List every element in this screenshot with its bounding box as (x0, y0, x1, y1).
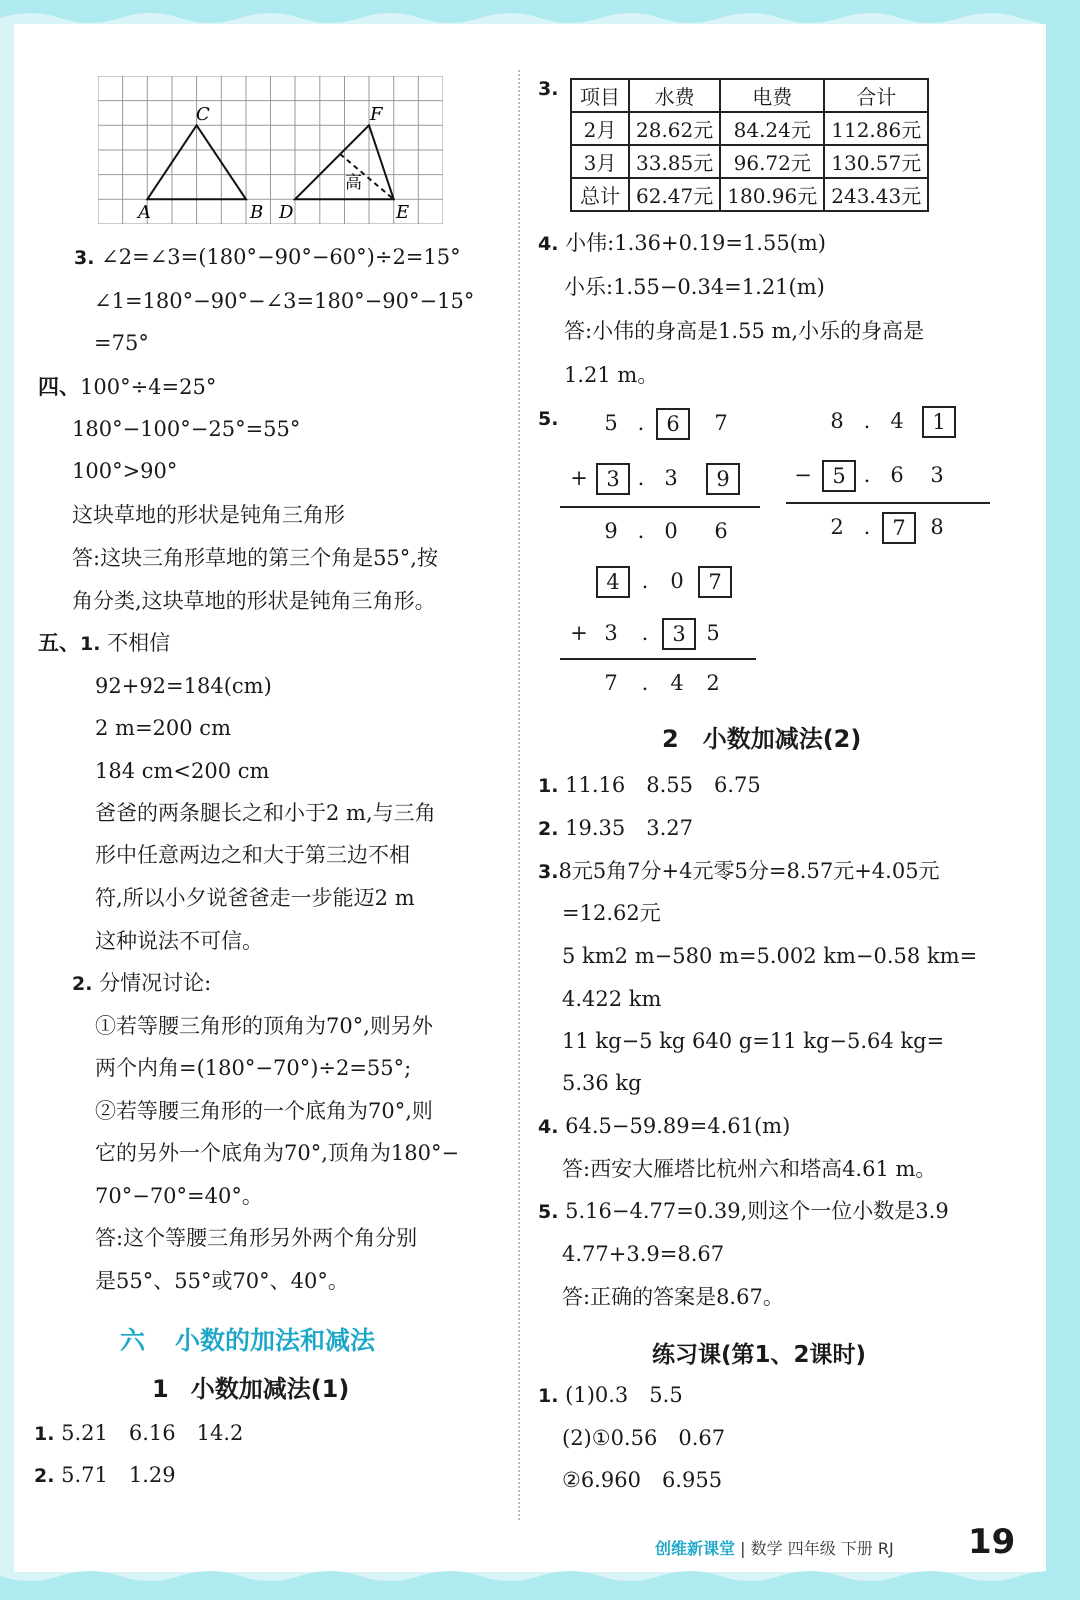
practice-q1-line3: ②6.960 6.955 (562, 1468, 723, 1492)
column-divider (518, 70, 520, 1520)
calc-digit: 3 (604, 621, 618, 645)
table-cell: 130.57元 (824, 145, 928, 178)
calc-digit: 6 (890, 463, 904, 487)
label-e: E (396, 202, 410, 223)
calc-box-digit: 6 (656, 408, 690, 440)
section-4-line3: 100°>90° (72, 459, 178, 483)
lesson-2-q3-line3: 5 km2 m−580 m=5.002 km−0.58 km= (562, 944, 978, 968)
calc-digit: 2 (706, 671, 720, 695)
section-5-q1-line1: 92+92=184(cm) (95, 674, 272, 698)
section-4-line1: 四、100°÷4=25° (38, 375, 217, 399)
calc-digit: 0 (664, 519, 678, 543)
calc-dot: . (863, 463, 871, 487)
section-5-q2-line2: 两个内角=(180°−70°)÷2=55°; (95, 1056, 412, 1080)
lesson-2-q3-line1: 3.8元5角7分+4元零5分=8.57元+4.05元 (538, 859, 940, 883)
right-q4-line1: 4. 小伟:1.36+0.19=1.55(m) (538, 231, 826, 255)
calc-digit: 7 (714, 411, 728, 435)
calc-dot: . (863, 409, 871, 433)
label-a: A (138, 202, 151, 223)
table-cell: 96.72元 (720, 145, 824, 178)
calc-digit: 4 (890, 409, 904, 433)
section-4-answer1: 答:这块三角形草地的第三个角是55°,按 (72, 546, 438, 570)
section-5-q2-line3: ②若等腰三角形的一个底角为70°,则 (95, 1099, 433, 1123)
left-q3-line1: 3. ∠2=∠3=(180°−90°−60°)÷2=15° (74, 245, 461, 269)
lesson-2-q3-line2: =12.62元 (562, 901, 661, 925)
table-header: 电费 (720, 79, 824, 112)
label-d: D (279, 202, 294, 223)
label-f: F (370, 104, 383, 125)
calc-digit: 5 (706, 621, 720, 645)
section-5-q1-line5: 形中任意两边之和大于第三边不相 (95, 843, 410, 867)
table-header: 水费 (629, 79, 720, 112)
table-cell: 2月 (571, 112, 629, 145)
right-q5-number: 5. (538, 408, 559, 430)
section-4-answer2: 角分类,这块草地的形状是钝角三角形。 (72, 589, 436, 613)
section-5-q1-line2: 2 m=200 cm (95, 716, 231, 740)
page-edge (1040, 0, 1080, 1600)
calc-dot: . (641, 621, 649, 645)
table-cell: 112.86元 (824, 112, 928, 145)
calc-digit: 2 (830, 515, 844, 539)
calc-dot: . (641, 569, 649, 593)
calc-dot: . (637, 466, 645, 490)
lesson-1-q1: 1. 5.21 6.16 14.2 (34, 1421, 244, 1445)
table-row (571, 178, 928, 211)
lesson-2-q5-line2: 4.77+3.9=8.67 (562, 1242, 725, 1266)
calc-digit: 0 (670, 569, 684, 593)
calc-digit: 7 (604, 671, 618, 695)
calc-digit: 9 (604, 519, 618, 543)
calc-dot: . (863, 515, 871, 539)
lesson-1-q2: 2. 5.71 1.29 (34, 1463, 176, 1487)
volume: 下册 (840, 1539, 873, 1558)
lesson-2-q5-line1: 5. 5.16−4.77=0.39,则这个一位小数是3.9 (538, 1199, 949, 1223)
section-5-q1: 五、1. 不相信 (38, 631, 171, 655)
top-wave-border (0, 0, 1080, 30)
subject: 数学 (750, 1539, 783, 1558)
calc-rule (560, 506, 760, 508)
calc-digit: 5 (604, 411, 618, 435)
label-height: 高 (345, 173, 362, 193)
page-number: 19 (968, 1522, 1016, 1562)
fee-table (570, 78, 929, 212)
section-5-q2-line4: 它的另外一个底角为70°,顶角为180°− (95, 1141, 460, 1165)
calc-dot: . (637, 519, 645, 543)
lesson-2-q1: 1. 11.16 8.55 6.75 (538, 773, 761, 797)
section-5-q1-line4: 爸爸的两条腿长之和小于2 m,与三角 (95, 801, 436, 825)
right-q4-line3: 答:小伟的身高是1.55 m,小乐的身高是 (564, 319, 925, 343)
calc-rule (560, 658, 756, 660)
section-5-q1-line3: 184 cm<200 cm (95, 759, 270, 783)
section-5-q2-line1: ①若等腰三角形的顶角为70°,则另外 (95, 1014, 433, 1038)
label-c: C (196, 104, 210, 125)
calc-digit: 3 (930, 463, 944, 487)
table-row (571, 112, 928, 145)
calc-dot: . (637, 411, 645, 435)
table-cell: 28.62元 (629, 112, 720, 145)
table-cell: 84.24元 (720, 112, 824, 145)
practice-heading: 练习课(第1、2课时) (652, 1342, 867, 1368)
grade: 四年级 (787, 1539, 836, 1558)
calc-rule (786, 502, 990, 504)
calc-plus: + (570, 621, 588, 645)
table-row (571, 145, 928, 178)
calc-box-digit: 9 (706, 463, 740, 495)
calc-box-digit: 1 (922, 406, 956, 438)
right-q4-line2: 小乐:1.55−0.34=1.21(m) (564, 275, 825, 299)
lesson-2-q3-line5: 11 kg−5 kg 640 g=11 kg−5.64 kg= (562, 1029, 945, 1053)
table-cell: 62.47元 (629, 178, 720, 211)
lesson-2-q3-line4: 4.422 km (562, 987, 662, 1011)
label-b: B (250, 202, 264, 223)
calc-box-digit: 3 (662, 618, 696, 650)
table-cell: 33.85元 (629, 145, 720, 178)
section-5-q2-line6: 答:这个等腰三角形另外两个角分别 (95, 1226, 418, 1250)
edition: RJ (877, 1539, 894, 1558)
unit-6-heading: 六 小数的加法和减法 (120, 1326, 376, 1355)
calc-box-digit: 7 (882, 512, 916, 544)
right-q4-line4: 1.21 m。 (564, 363, 659, 387)
brand-name: 创维新课堂 (655, 1539, 736, 1558)
section-4-line2: 180°−100°−25°=55° (72, 417, 301, 441)
table-header: 项目 (571, 79, 629, 112)
lesson-2-q4-line2: 答:西安大雁塔比杭州六和塔高4.61 m。 (562, 1157, 937, 1181)
right-q3-number: 3. (538, 78, 559, 100)
table-cell: 总计 (571, 178, 629, 211)
table-cell: 3月 (571, 145, 629, 178)
section-5-q1-line7: 这种说法不可信。 (95, 929, 263, 953)
calc-box-digit: 5 (822, 460, 856, 492)
table-cell: 180.96元 (720, 178, 824, 211)
footer-info: 创维新课堂 | 数学 四年级 下册 RJ (655, 1539, 894, 1558)
lesson-2-heading: 2 小数加减法(2) (662, 725, 862, 753)
calc-digit: 6 (714, 519, 728, 543)
bottom-wave-border (0, 1566, 1080, 1600)
table-header-row (571, 79, 928, 112)
lesson-2-q2: 2. 19.35 3.27 (538, 816, 694, 840)
calc-digit: 3 (664, 466, 678, 490)
section-5-q2: 2. 分情况讨论: (72, 971, 212, 995)
calc-dot: . (641, 671, 649, 695)
calc-minus: − (794, 463, 812, 487)
practice-q1-line1: 1. (1)0.3 5.5 (538, 1383, 683, 1407)
calc-box-digit: 4 (596, 566, 630, 598)
calc-digit: 4 (670, 671, 684, 695)
calc-box-digit: 3 (596, 463, 630, 495)
calc-digit: 8 (930, 515, 944, 539)
section-4-line4: 这块草地的形状是钝角三角形 (72, 503, 345, 527)
section-5-q2-line5: 70°−70°=40°。 (95, 1184, 263, 1208)
triangle-grid-figure (98, 76, 443, 224)
lesson-2-q4-line1: 4. 64.5−59.89=4.61(m) (538, 1114, 791, 1138)
section-5-q1-line6: 符,所以小夕说爸爸走一步能迈2 m (95, 886, 415, 910)
table-cell: 243.43元 (824, 178, 928, 211)
practice-q1-line2: (2)①0.56 0.67 (562, 1426, 726, 1450)
calc-plus: + (570, 466, 588, 490)
table-header: 合计 (824, 79, 928, 112)
left-q3-line3: =75° (94, 331, 149, 355)
calc-box-digit: 7 (698, 566, 732, 598)
lesson-2-q3-line6: 5.36 kg (562, 1071, 642, 1095)
calc-digit: 8 (830, 409, 844, 433)
section-5-q2-line7: 是55°、55°或70°、40°。 (95, 1269, 349, 1293)
left-q3-line2: ∠1=180°−90°−∠3=180°−90°−15° (94, 289, 475, 313)
lesson-2-q5-line3: 答:正确的答案是8.67。 (562, 1285, 784, 1309)
lesson-1-heading: 1 小数加减法(1) (152, 1375, 350, 1403)
